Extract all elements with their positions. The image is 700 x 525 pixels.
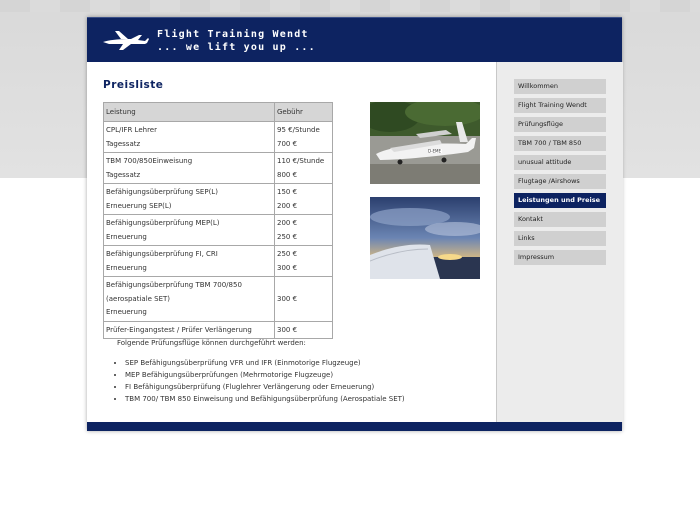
site-header xyxy=(87,17,622,62)
service-label: Tagessatz xyxy=(106,170,141,179)
service-cell xyxy=(104,122,275,153)
fee-value: 800 € xyxy=(277,170,298,179)
table-row xyxy=(104,122,333,153)
table-row xyxy=(104,153,333,184)
aircraft-photo xyxy=(370,102,480,184)
sunset-flight-photo xyxy=(370,197,480,279)
nav-item-willkommen[interactable]: Willkommen xyxy=(514,79,606,94)
intro-text: Folgende Prüfungsflüge können durchgeführt werden: xyxy=(117,339,306,347)
fee-cell xyxy=(275,215,333,246)
service-cell xyxy=(104,184,275,215)
list-item: • FI Befähigungsüberprüfung (Fluglehrer Verlängerung oder Erneuerung) xyxy=(125,381,405,393)
table-row xyxy=(104,215,333,246)
main-content xyxy=(87,62,496,422)
service-label: Erneuerung xyxy=(106,263,147,272)
fee-cell xyxy=(275,321,333,339)
fee-value: 200 € xyxy=(277,219,298,227)
column-header-service: Leistung xyxy=(104,103,275,122)
service-label: Erneuerung xyxy=(106,232,147,241)
footer-bar xyxy=(87,422,622,431)
fee-cell xyxy=(275,246,333,277)
nav-item-links[interactable]: Links xyxy=(514,231,606,246)
service-cell xyxy=(104,321,275,339)
fee-cell xyxy=(275,153,333,184)
table-row xyxy=(104,321,333,339)
service-cell xyxy=(104,153,275,184)
page-title: Preisliste xyxy=(103,79,164,91)
fee-value: 110 €/Stunde xyxy=(277,157,325,165)
airplane-logo-icon xyxy=(101,28,149,52)
page-container xyxy=(87,17,622,431)
service-label: Prüfer-Eingangstest / Prüfer Verlängerung xyxy=(106,325,252,334)
service-label: Tagessatz xyxy=(106,139,141,148)
fee-cell xyxy=(275,277,333,322)
flight-list xyxy=(113,357,405,405)
fee-value: 300 € xyxy=(277,325,298,334)
nav-menu xyxy=(514,79,606,269)
nav-item-flight-training-wendt[interactable]: Flight Training Wendt xyxy=(514,98,606,113)
nav-item-impressum[interactable]: Impressum xyxy=(514,250,606,265)
service-label: Befähigungsüberprüfung FI, CRI xyxy=(106,250,218,258)
site-tagline: ... we lift you up ... xyxy=(157,42,316,53)
fee-value: 250 € xyxy=(277,250,298,258)
nav-item-unusual-attitude[interactable]: unusual attitude xyxy=(514,155,606,170)
service-cell xyxy=(104,246,275,277)
fee-value: 700 € xyxy=(277,139,298,148)
list-item: • MEP Befähigungsüberprüfungen (Mehrmotorige Flugzeuge) xyxy=(125,369,405,381)
table-row xyxy=(104,246,333,277)
price-table xyxy=(103,102,333,339)
list-item: • SEP Befähigungsüberprüfung VFR und IFR (Einmotorige Flugzeuge) xyxy=(125,357,405,369)
service-cell xyxy=(104,277,275,322)
service-label: Befähigungsüberprüfung MEP(L) xyxy=(106,219,220,227)
nav-item-pruefungsfluege[interactable]: Prüfungsflüge xyxy=(514,117,606,132)
fee-value: 300 € xyxy=(277,263,298,272)
service-label: Erneuerung xyxy=(106,308,147,316)
aircraft-registration: D-EME xyxy=(428,148,442,154)
fee-value: 95 €/Stunde xyxy=(277,126,320,134)
column-header-fee: Gebühr xyxy=(275,103,333,122)
fee-value: 300 € xyxy=(277,294,298,303)
service-label: Befähigungsüberprüfung TBM 700/850 xyxy=(106,281,242,289)
nav-item-kontakt[interactable]: Kontakt xyxy=(514,212,606,227)
service-label: Befähigungsüberprüfung SEP(L) xyxy=(106,188,218,196)
service-label: CPL/IFR Lehrer xyxy=(106,126,157,134)
table-row xyxy=(104,277,333,322)
nav-item-tbm[interactable]: TBM 700 / TBM 850 xyxy=(514,136,606,151)
fee-value: 250 € xyxy=(277,232,298,241)
service-label: TBM 700/850Einweisung xyxy=(106,157,193,165)
nav-item-flugtage[interactable]: Flugtage /Airshows xyxy=(514,174,606,189)
fee-cell xyxy=(275,122,333,153)
service-label: Erneuerung SEP(L) xyxy=(106,201,172,210)
service-label: (aerospatiale SET) xyxy=(106,294,171,303)
sidebar-nav xyxy=(496,62,623,422)
nav-item-leistungen-und-preise[interactable]: Leistungen und Preise xyxy=(514,193,606,208)
list-item: • TBM 700/ TBM 850 Einweisung und Befähigungsüberprüfung (Aerospatiale SET) xyxy=(125,393,405,405)
table-header-row xyxy=(104,103,333,122)
service-cell xyxy=(104,215,275,246)
fee-value: 150 € xyxy=(277,188,298,196)
fee-cell xyxy=(275,184,333,215)
site-title[interactable]: Flight Training Wendt xyxy=(157,29,309,40)
fee-value: 200 € xyxy=(277,201,298,210)
table-row xyxy=(104,184,333,215)
